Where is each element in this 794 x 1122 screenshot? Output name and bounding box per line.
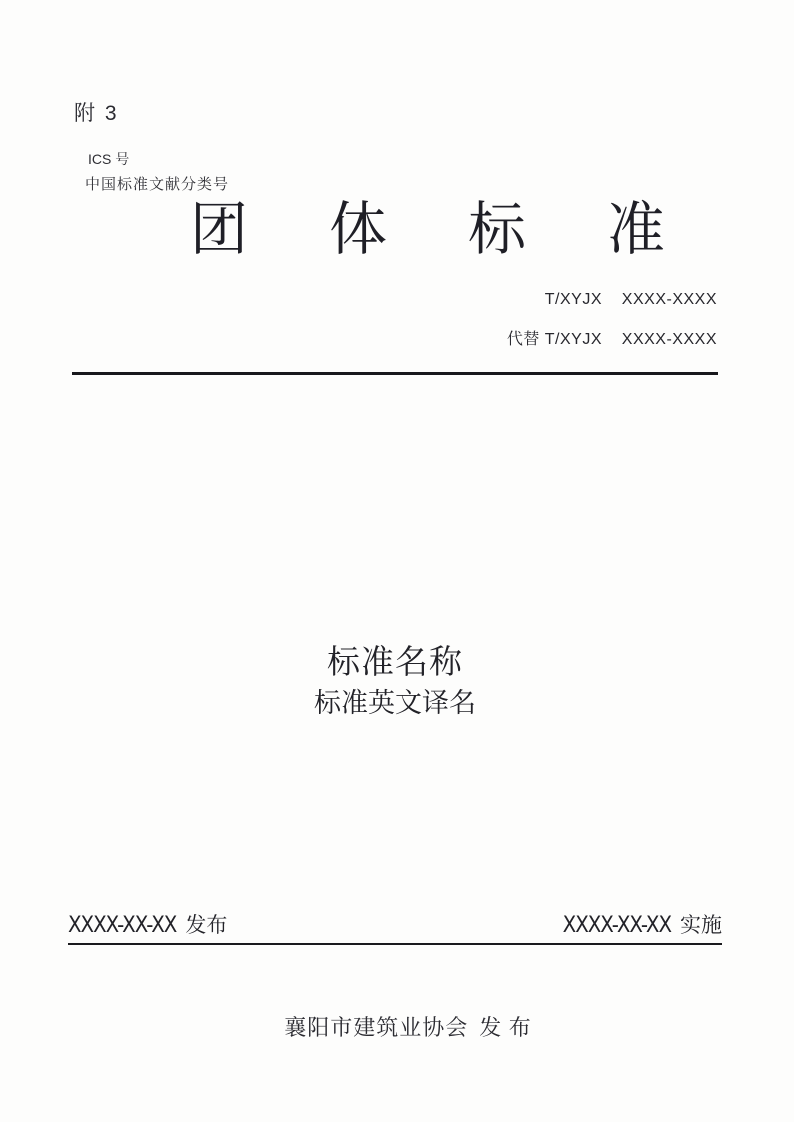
implement-date-group — [563, 909, 722, 939]
publisher-line — [0, 985, 794, 1068]
issue-date: XXXX-XX-XX — [68, 913, 177, 938]
implement-label: 实施 — [680, 913, 722, 937]
dates-rule-row — [68, 909, 722, 945]
document-type-title: 团体标准 — [190, 195, 747, 263]
publisher-gap — [468, 1015, 479, 1040]
classification-number-label: 中国标准文献分类号 — [85, 176, 230, 193]
implement-date: XXXX-XX-XX — [562, 913, 671, 938]
standard-number: T/XYJX XXXX-XXXX — [544, 291, 717, 308]
ics-number-label: ICS 号 — [88, 151, 130, 167]
replaced-standard-number: 代替 T/XYJX XXXX-XXXX — [506, 331, 717, 348]
standard-name-english: 标准英文译名 — [314, 688, 476, 718]
standard-name-title: 标准名称 — [327, 645, 463, 681]
issue-label: 发布 — [185, 913, 228, 937]
publisher-action-label: 发 布 — [479, 1015, 532, 1040]
attachment-label: 附 3 — [74, 102, 119, 125]
issue-date-group — [68, 909, 227, 939]
header-divider-rule — [72, 372, 718, 375]
publisher-organization: 襄阳市建筑业协会 — [284, 1015, 469, 1040]
